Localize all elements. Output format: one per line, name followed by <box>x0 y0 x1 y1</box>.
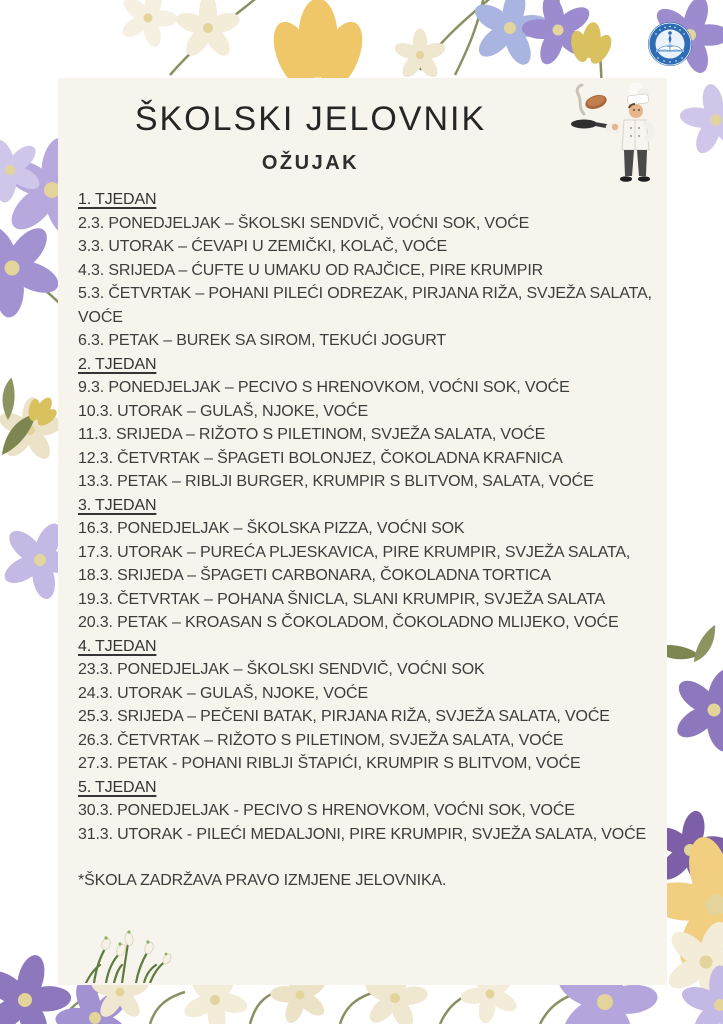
month-subtitle: OŽUJAK <box>261 152 360 174</box>
menu-day-line: 17.3. UTORAK – PUREĆA PLJESKAVICA, PIRE KRUMPIR, SVJEŽA SALATA, <box>78 543 631 561</box>
menu-day-line: 9.3. PONEDJELJAK – PECIVO S HRENOVKOM, VOĆNI SOK, VOĆE <box>78 379 570 396</box>
week-heading: 4. TJEDAN <box>78 637 157 655</box>
week-heading: 5. TJEDAN <box>78 778 157 796</box>
snowdrop-flowers-icon <box>76 921 176 983</box>
menu-day-line: 20.3. PETAK – KROASAN S ČOKOLADOM, ČOKOLADNO MLIJEKO, VOĆE <box>78 614 619 631</box>
menu-day-line: 27.3. PETAK - POHANI RIBLJI ŠTAPIĆI, KRUMPIR S BLITVOM, VOĆE <box>78 755 581 772</box>
menu-day-line: 13.3. PETAK – RIBLJI BURGER, KRUMPIR S BLITVOM, SALATA, VOĆE <box>78 473 594 490</box>
menu-day-line: 23.3. PONEDJELJAK – ŠKOLSKI SENDVIČ, VOĆNI SOK <box>78 661 485 678</box>
menu-day-line: 26.3. ČETVRTAK – RIŽOTO S PILETINOM, SVJEŽA SALATA, VOĆE <box>78 731 564 749</box>
week-heading: 3. TJEDAN <box>78 496 157 514</box>
week-heading: 2. TJEDAN <box>78 355 157 373</box>
chef-flipping-pan-icon <box>554 80 666 188</box>
menu-panel <box>58 78 667 985</box>
menu-day-line: 24.3. UTORAK – GULAŠ, NJOKE, VOĆE <box>78 684 368 702</box>
menu-day-line: 25.3. SRIJEDA – PEČENI BATAK, PIRJANA RIŽA, SVJEŽA SALATA, VOĆE <box>78 708 610 725</box>
menu-day-line: 5.3. ČETVRTAK – POHANI PILEĆI ODREZAK, PIRJANA RIŽA, SVJEŽA SALATA, VOĆE <box>78 285 652 326</box>
footer-note: *ŠKOLA ZADRŽAVA PRAVO IZMJENE JELOVNIKA. <box>78 872 447 889</box>
menu-day-line: 19.3. ČETVRTAK – POHANA ŠNICLA, SLANI KRUMPIR, SVJEŽA SALATA <box>78 590 605 608</box>
menu-day-line: 11.3. SRIJEDA – RIŽOTO S PILETINOM, SVJEŽA SALATA, VOĆE <box>78 426 546 443</box>
menu-day-line: 31.3. UTORAK - PILEĆI MEDALJONI, PIRE KRUMPIR, SVJEŽA SALATA, VOĆE <box>78 825 647 843</box>
menu-day-line: 4.3. SRIJEDA – ĆUFTE U UMAKU OD RAJČICE, PIRE KRUMPIR <box>78 261 544 279</box>
menu-list <box>58 188 667 893</box>
header <box>58 78 563 175</box>
week-heading: 1. TJEDAN <box>78 191 157 208</box>
menu-day-line: 10.3. UTORAK – GULAŠ, NJOKE, VOĆE <box>78 402 368 420</box>
menu-day-line: 3.3. UTORAK – ĆEVAPI U ZEMIČKI, KOLAČ, VOĆE <box>78 238 448 255</box>
menu-day-line: 2.3. PONEDJELJAK – ŠKOLSKI SENDVIČ, VOĆNI SOK, VOĆE <box>78 214 530 232</box>
school-logo-badge <box>646 20 694 68</box>
page-title: ŠKOLSKI JELOVNIK <box>134 100 487 138</box>
menu-day-line: 30.3. PONEDJELJAK - PECIVO S HRENOVKOM, VOĆNI SOK, VOĆE <box>78 802 575 819</box>
menu-day-line: 16.3. PONEDJELJAK – ŠKOLSKA PIZZA, VOĆNI SOK <box>78 520 465 537</box>
menu-day-line: 18.3. SRIJEDA – ŠPAGETI CARBONARA, ČOKOLADNA TORTICA <box>78 567 551 584</box>
menu-day-line: 12.3. ČETVRTAK – ŠPAGETI BOLONJEZ, ČOKOLADNA KRAFNICA <box>78 449 563 467</box>
menu-day-line: 6.3. PETAK – BUREK SA SIROM, TEKUĆI JOGURT <box>78 332 447 349</box>
